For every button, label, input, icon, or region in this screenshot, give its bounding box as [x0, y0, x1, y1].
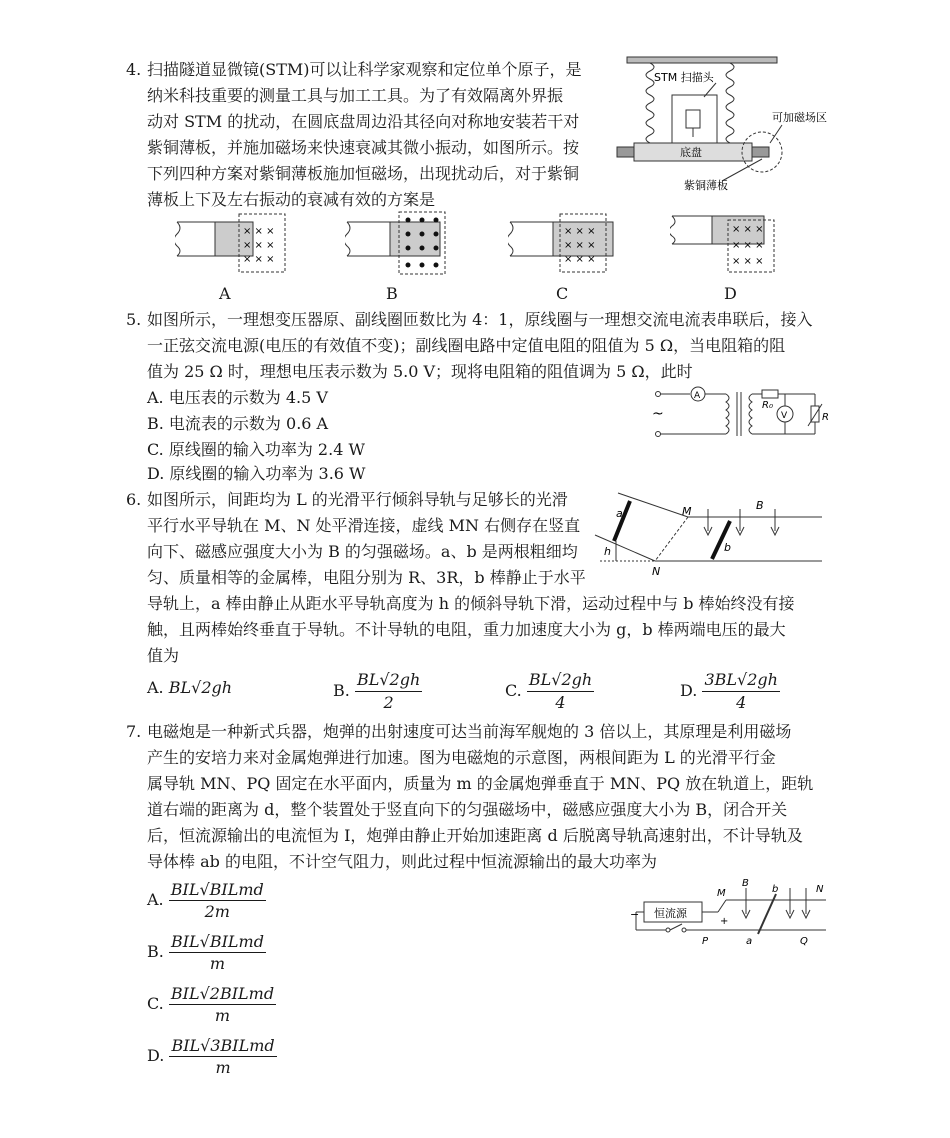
rail-q-label: Q	[800, 936, 808, 947]
q6-option-a: A. BL√2gh	[147, 678, 233, 697]
stm-region-label: 可加磁场区	[772, 111, 827, 124]
ammeter-label: A	[694, 391, 701, 401]
point-n-label: N	[652, 565, 661, 578]
q6-line-1: 如图所示，间距均为 L 的光滑平行倾斜导轨与足够长的光滑	[147, 490, 568, 509]
q6-option-b: B. $\frac{BL√2gh}{2}$	[333, 670, 421, 712]
q7-line-4: 道右端的距离为 d，整个装置处于竖直向下的匀强磁场中，磁感应强度大小为 B，闭合开关	[147, 800, 788, 819]
q5-line-1: 如图所示，一理想变压器原、副线圈匝数比为 4：1，原线圈与一理想交流电流表串联后，接入	[147, 310, 813, 329]
r0-label: R₀	[762, 400, 773, 411]
q7-line-5: 后，恒流源输出的电流恒为 I，炮弹由静止开始加速距离 d 后脱离导轨高速射出，不计导轨及	[147, 826, 803, 845]
q7-line-2: 产生的安培力来对金属炮弹进行加速。图为电磁炮的示意图，两根间距为 L 的光滑平行金	[147, 748, 776, 767]
q4-line-6: 薄板上下及左右振动的衰减有效的方案是	[147, 190, 436, 209]
q5-line-3: 值为 25 Ω 时，理想电压表示数为 5.0 V；现将电阻箱的阻值调为 5 Ω，此时	[147, 362, 693, 381]
q5-line-2: 一正弦交流电源(电压的有效值不变)；副线圈电路中定值电阻的阻值为 5 Ω，当电阻箱的阻	[147, 336, 786, 355]
q4-option-c: C	[556, 284, 569, 303]
rod-b-label: b	[724, 541, 731, 554]
q6-line-3: 向下、磁感应强度大小为 B 的匀强磁场。a、b 是两根粗细均	[147, 542, 578, 561]
rod-b7-label: b	[772, 884, 779, 895]
rail-p-label: P	[702, 936, 709, 947]
q6-line-5: 导轨上，a 棒由静止从距水平导轨高度为 h 的倾斜导轨下滑，运动过程中与 b 棒始终没有接	[147, 594, 795, 613]
q4-line-4: 紫铜薄板，并施加磁场来快速衰减其微小振动，如图所示。按	[147, 138, 580, 157]
svg-text:× × ×: × × ×	[564, 226, 596, 237]
transformer-figure	[640, 384, 835, 454]
q6-line-6: 触，且两棒始终垂直于导轨。不计导轨的电阻，重力加速度大小为 g，b 棒两端电压的最大	[147, 620, 786, 639]
q4-number: 4.	[126, 60, 142, 79]
svg-text:× × ×: × × ×	[564, 240, 596, 251]
rail-n-label: N	[816, 884, 824, 895]
q4-line-2: 纳米科技重要的测量工具与加工工具。为了有效隔离外界振	[147, 86, 564, 105]
q6-number: 6.	[126, 490, 142, 509]
q4-line-1: 扫描隧道显微镜(STM)可以让科学家观察和定位单个原子，是	[147, 60, 582, 79]
q5-option-d: D. 原线圈的输入功率为 3.6 W	[147, 464, 366, 483]
q6-line-2: 平行水平导轨在 M、N 处平滑连接，虚线 MN 右侧存在竖直	[147, 516, 581, 535]
q4-line-3: 动对 STM 的扰动，在圆底盘周边沿其径向对称地安装若干对	[147, 112, 580, 131]
rod-a-label: a	[616, 507, 623, 520]
q7-option-c: C. $\frac{\text{BIL√2BILmd}}{m}$	[147, 984, 275, 1025]
q6-line-4: 匀、质量相等的金属棒，电阻分别为 R、3R，b 棒静止于水平	[147, 568, 586, 587]
q4-option-b: B	[386, 284, 398, 303]
svg-text:× × ×: × × ×	[243, 226, 275, 237]
field-b7-label: B	[742, 878, 749, 889]
svg-text:× × ×: × × ×	[732, 240, 764, 251]
svg-text:~: ~	[652, 406, 664, 422]
q6-option-c: C. $\frac{BL√2gh}{4}$	[505, 670, 593, 712]
q4-option-d: D	[724, 284, 737, 303]
svg-text:× × ×: × × ×	[243, 254, 275, 265]
voltmeter-label: V	[781, 411, 788, 421]
stm-figure	[612, 55, 837, 200]
field-b-label: B	[756, 499, 764, 512]
q7-line-6: 导体棒 ab 的电阻，不计空气阻力，则此过程中恒流源输出的最大功率为	[147, 852, 657, 871]
stm-base-label: 底盘	[680, 146, 702, 159]
q7-number: 7.	[126, 722, 142, 741]
minus-label: −	[630, 908, 640, 921]
height-h-label: h	[604, 545, 611, 558]
q7-line-1: 电磁炮是一种新式兵器，炮弹的出射速度可达当前海军舰炮的 3 倍以上，其原理是利用磁场	[147, 722, 792, 741]
q7-line-3: 属导轨 MN、PQ 固定在水平面内，质量为 m 的金属炮弹垂直于 MN、PQ 放在轨道上，距轨	[147, 774, 814, 793]
q4-option-a: A	[219, 284, 231, 303]
q5-option-c: C. 原线圈的输入功率为 2.4 W	[147, 440, 365, 459]
rail-m-label: M	[717, 888, 726, 899]
r-label: R	[822, 412, 829, 423]
q6-line-7: 值为	[147, 646, 180, 665]
stm-scanner-label: STM 扫描头	[654, 71, 714, 84]
svg-text:× × ×: × × ×	[243, 240, 275, 251]
q6-option-d: D. $\frac{3BL√2gh}{4}$	[680, 670, 778, 712]
q7-option-b: B. $\frac{\text{BIL√BILmd}}{m}$	[147, 932, 264, 973]
svg-text:× × ×: × × ×	[732, 224, 764, 235]
plus-label: +	[720, 916, 729, 927]
rod-a7-label: a	[746, 936, 753, 947]
scheme-b-figure	[345, 208, 465, 278]
point-m-label: M	[682, 505, 692, 518]
stm-plate-label: 紫铜薄板	[684, 179, 728, 192]
rails-figure	[590, 485, 825, 580]
scheme-d-figure	[670, 208, 790, 278]
q7-option-d: D. $\frac{\text{BIL√3BILmd}}{m}$	[147, 1036, 275, 1077]
svg-text:× × ×: × × ×	[732, 256, 764, 267]
scheme-c-figure	[508, 208, 628, 278]
q5-option-b: B. 电流表的示数为 0.6 A	[147, 414, 329, 433]
svg-text:× × ×: × × ×	[564, 254, 596, 265]
q5-number: 5.	[126, 310, 142, 329]
current-source-label: 恒流源	[654, 907, 687, 920]
q7-option-a: A. $\frac{\text{BIL√BILmd}}{2m}$	[147, 880, 264, 921]
railgun-figure	[626, 876, 831, 948]
q5-option-a: A. 电压表的示数为 4.5 V	[147, 388, 328, 407]
q4-line-5: 下列四种方案对紫铜薄板施加恒磁场，出现扰动后，对于紫铜	[147, 164, 580, 183]
scheme-a-figure	[175, 208, 295, 278]
